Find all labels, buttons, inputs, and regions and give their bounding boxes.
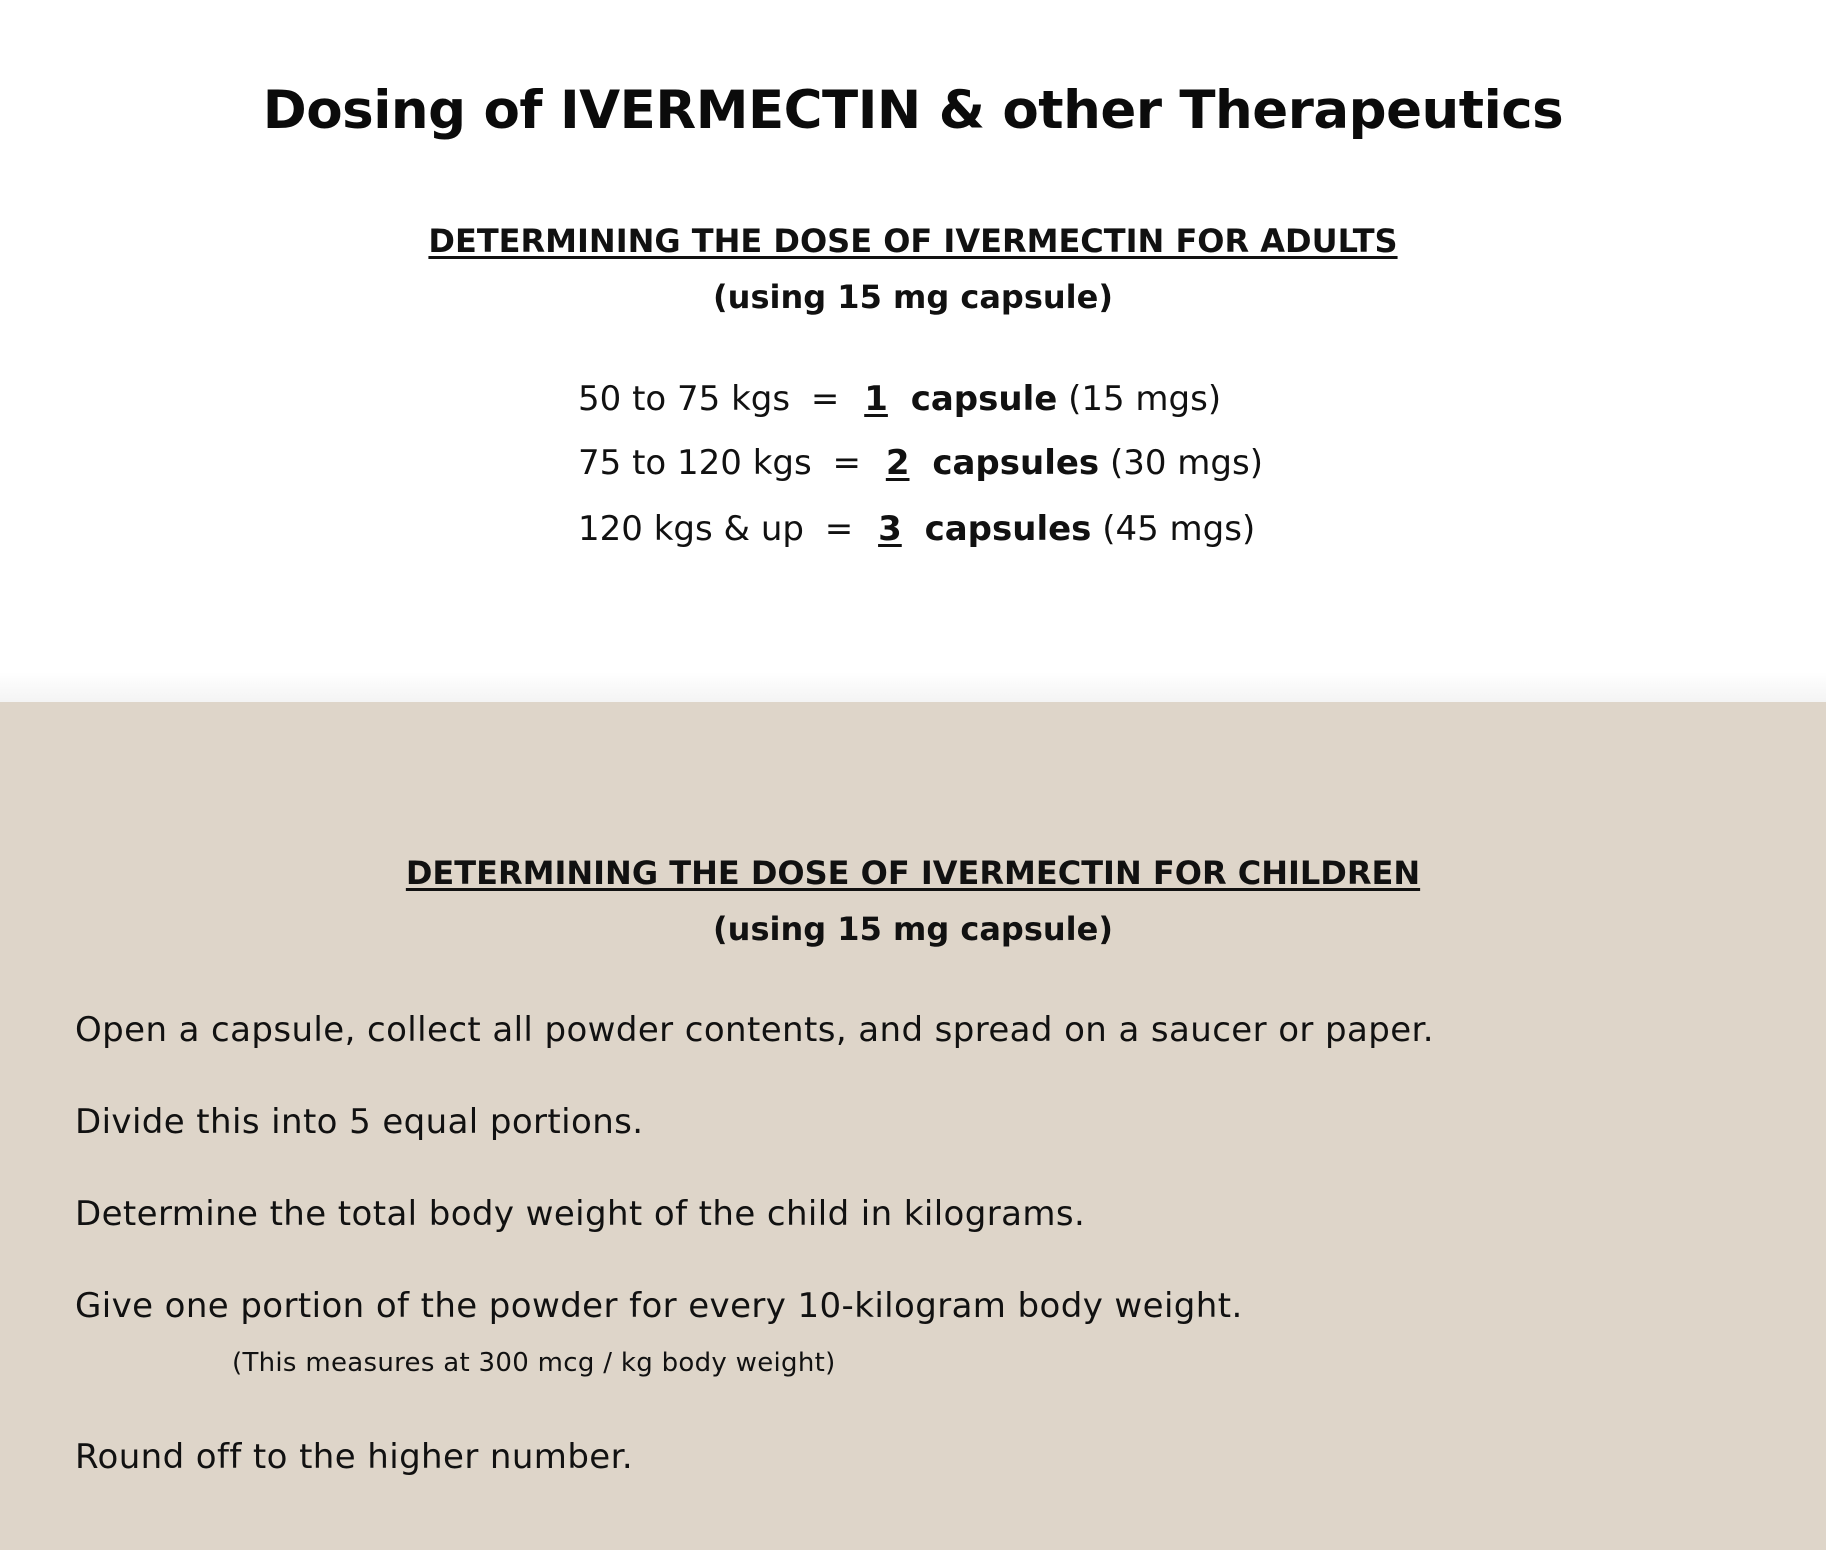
dose-mg: (15 mgs) bbox=[1068, 379, 1222, 419]
dose-equals: = bbox=[824, 509, 854, 549]
dose-capsule-count: 1 bbox=[864, 379, 888, 419]
dose-mg: (45 mgs) bbox=[1102, 509, 1256, 549]
child-step: Determine the total body weight of the child in kilograms. bbox=[75, 1194, 1086, 1234]
dose-mg: (30 mgs) bbox=[1109, 443, 1263, 483]
child-dose-subheading: (using 15 mg capsule) bbox=[713, 910, 1113, 948]
child-dosing-section bbox=[0, 702, 1826, 1550]
child-dose-heading: DETERMINING THE DOSE OF IVERMECTIN FOR CHILDREN bbox=[405, 854, 1421, 892]
child-step: Give one portion of the powder for every 10-kilogram body weight. bbox=[75, 1286, 1243, 1326]
dose-capsule-unit: capsules bbox=[932, 443, 1100, 483]
page-title: Dosing of IVERMECTIN & other Therapeutics bbox=[262, 80, 1564, 141]
adult-dose-subheading: (using 15 mg capsule) bbox=[713, 278, 1113, 316]
adult-dosing-section bbox=[0, 0, 1826, 702]
dose-capsule-count: 2 bbox=[885, 443, 910, 483]
dose-weight: 75 to 120 kgs bbox=[578, 443, 812, 483]
child-step: Divide this into 5 equal portions. bbox=[75, 1102, 644, 1142]
dose-capsule-count: 3 bbox=[878, 509, 902, 549]
adult-dose-heading: DETERMINING THE DOSE OF IVERMECTIN FOR ADULTS bbox=[428, 222, 1398, 260]
child-step: Open a capsule, collect all powder contents, and spread on a saucer or paper. bbox=[75, 1010, 1434, 1050]
dose-capsule-unit: capsule bbox=[910, 379, 1058, 419]
dose-row bbox=[578, 379, 1221, 419]
dose-capsule-unit: capsules bbox=[924, 509, 1092, 549]
child-step: Round off to the higher number. bbox=[75, 1437, 634, 1477]
dose-weight: 50 to 75 kgs bbox=[578, 379, 791, 419]
dose-weight: 120 kgs & up bbox=[578, 509, 804, 549]
dose-row bbox=[578, 509, 1255, 549]
dose-equals: = bbox=[832, 443, 862, 483]
dose-row bbox=[578, 443, 1263, 483]
dose-equals: = bbox=[810, 379, 840, 419]
dose-note: (This measures at 300 mcg / kg body weight) bbox=[232, 1348, 836, 1378]
